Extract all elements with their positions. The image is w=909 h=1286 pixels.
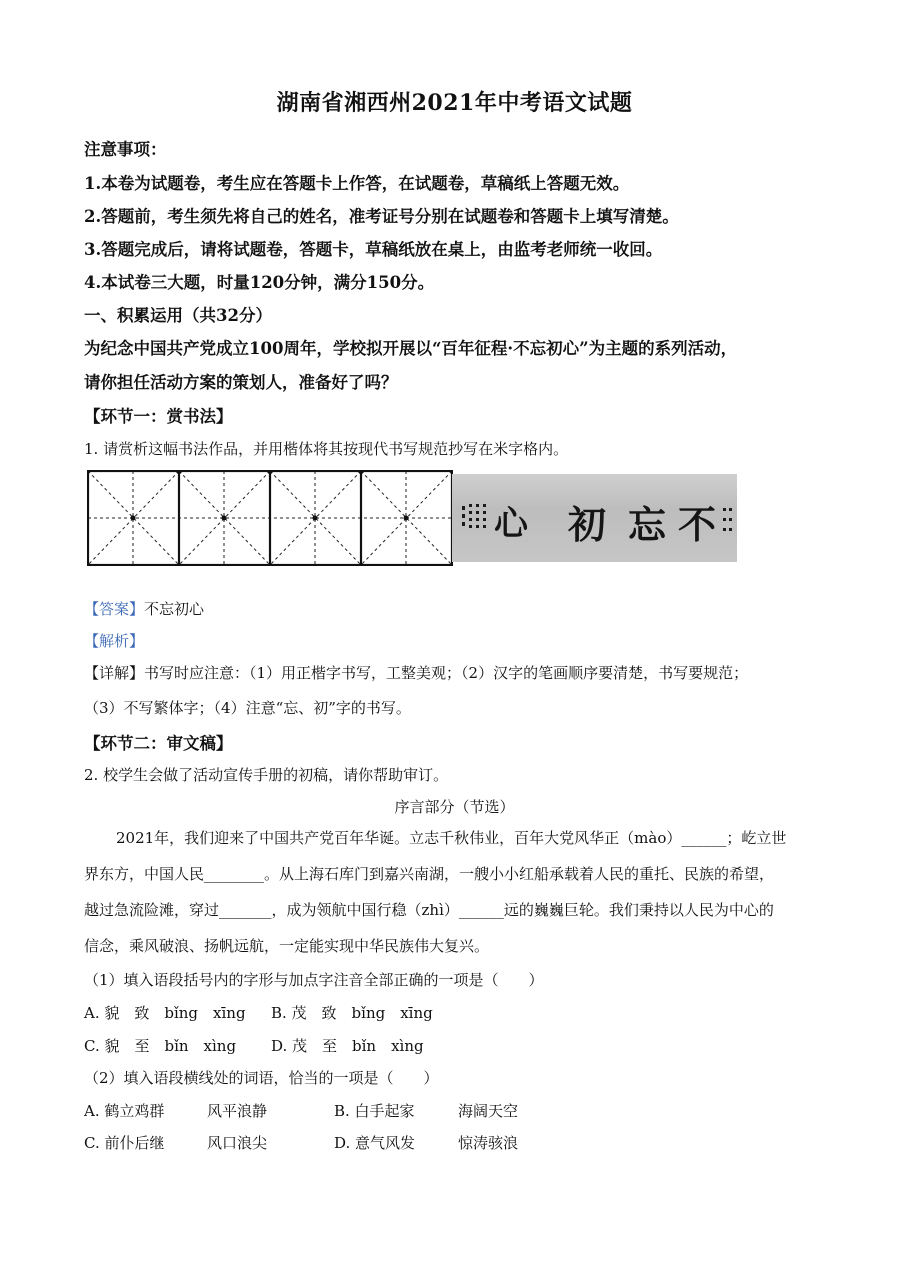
sub-question-2: （2）填入语段横线处的词语，恰当的一项是（ ） — [84, 1069, 439, 1087]
passage-line-3: 越过急流险滩，穿过_______，成为领航中国行稳（zhì）______远的巍巍巨轮。我们秉持以人民为中心的 — [84, 901, 774, 919]
sub1-option-a: A. 貌 致 bǐng xīng — [84, 1004, 246, 1022]
sub2-option-b-extra: 海阔天空 — [458, 1102, 519, 1120]
question-2: 2. 校学生会做了活动宣传手册的初稿，请你帮助审订。 — [84, 766, 449, 784]
sub2-option-d-extra: 惊涛骇浪 — [458, 1134, 519, 1152]
intro-line-2: 请你担任活动方案的策划人，准备好了吗？ — [84, 373, 398, 392]
sub1-option-b: B. 茂 致 bǐng xīng — [271, 1004, 433, 1022]
sub2-option-b: B. 白手起家 — [334, 1102, 415, 1120]
passage-line-1: 2021年，我们迎来了中国共产党百年华诞。立志千秋伟业，百年大党风华正（mào）______；屹立世 — [116, 829, 787, 847]
analysis-label: 【解析】 — [84, 632, 145, 650]
sub1-option-d: D. 茂 至 bǐn xìng — [271, 1037, 424, 1055]
page-title: 湖南省湘西州2021年中考语文试题 — [276, 90, 633, 116]
sub2-option-c-extra: 风口浪尖 — [207, 1134, 268, 1152]
calligraphy-char-2: 忘 — [628, 503, 667, 547]
answer-label: 【答案】 — [84, 600, 145, 618]
part2-heading: 【环节二：审文稿】 — [84, 734, 233, 753]
sub2-option-c: C. 前仆后继 — [84, 1134, 165, 1152]
part1-heading: 【环节一：赏书法】 — [84, 407, 233, 426]
passage-line-2: 界东方，中国人民________。从上海石库门到嘉兴南湖，一艘小小红船承载着人民的重托、民族的希望， — [84, 865, 775, 883]
mizi-grid-svg — [87, 470, 453, 566]
notice-item-1: 1.本卷为试题卷，考生应在答题卡上作答，在试题卷，草稿纸上答题无效。 — [84, 174, 630, 193]
passage-line-4: 信念，乘风破浪、扬帆远航，一定能实现中华民族伟大复兴。 — [84, 937, 490, 955]
seal-marks-right — [721, 474, 735, 562]
sub2-option-a-extra: 风平浪静 — [207, 1102, 268, 1120]
preface-title: 序言部分（节选） — [394, 798, 515, 816]
notice-item-2: 2.答题前，考生须先将自己的姓名，准考证号分别在试题卷和答题卡上填写清楚。 — [84, 207, 679, 226]
mizi-grid — [87, 470, 453, 570]
detail-line-1: 【详解】书写时应注意：（1）用正楷字书写，工整美观；（2）汉字的笔画顺序要清楚，书写要规范； — [84, 664, 749, 682]
sub-question-1: （1）填入语段括号内的字形与加点字注音全部正确的一项是（ ） — [84, 971, 544, 989]
notice-title: 注意事项： — [84, 140, 167, 159]
detail-line-2: （3）不写繁体字；（4）注意“忘、初”字的书写。 — [84, 699, 411, 717]
calligraphy-char-3: 初 — [568, 503, 607, 547]
answer-text: 不忘初心 — [144, 600, 205, 618]
intro-line-1: 为纪念中国共产党成立100周年，学校拟开展以“百年征程·不忘初心”为主题的系列活动， — [84, 339, 738, 358]
section-heading: 一、积累运用（共32分） — [84, 306, 272, 325]
sub2-option-d: D. 意气风发 — [334, 1134, 416, 1152]
answer-line — [84, 598, 204, 619]
question-1: 1. 请赏析这幅书法作品，并用楷体将其按现代书写规范抄写在米字格内。 — [84, 440, 569, 458]
notice-item-3: 3.答题完成后，请将试题卷，答题卡，草稿纸放在桌上，由监考老师统一收回。 — [84, 240, 663, 259]
seal-marks — [458, 474, 488, 562]
notice-item-4: 4.本试卷三大题，时量120分钟，满分150分。 — [84, 273, 435, 292]
sub2-option-a: A. 鹤立鸡群 — [84, 1102, 165, 1120]
calligraphy-char-4: 心 — [494, 504, 528, 544]
calligraphy-char-1: 不 — [678, 503, 717, 547]
calligraphy-image — [452, 474, 737, 562]
sub1-option-c: C. 貌 至 bǐn xìng — [84, 1037, 237, 1055]
